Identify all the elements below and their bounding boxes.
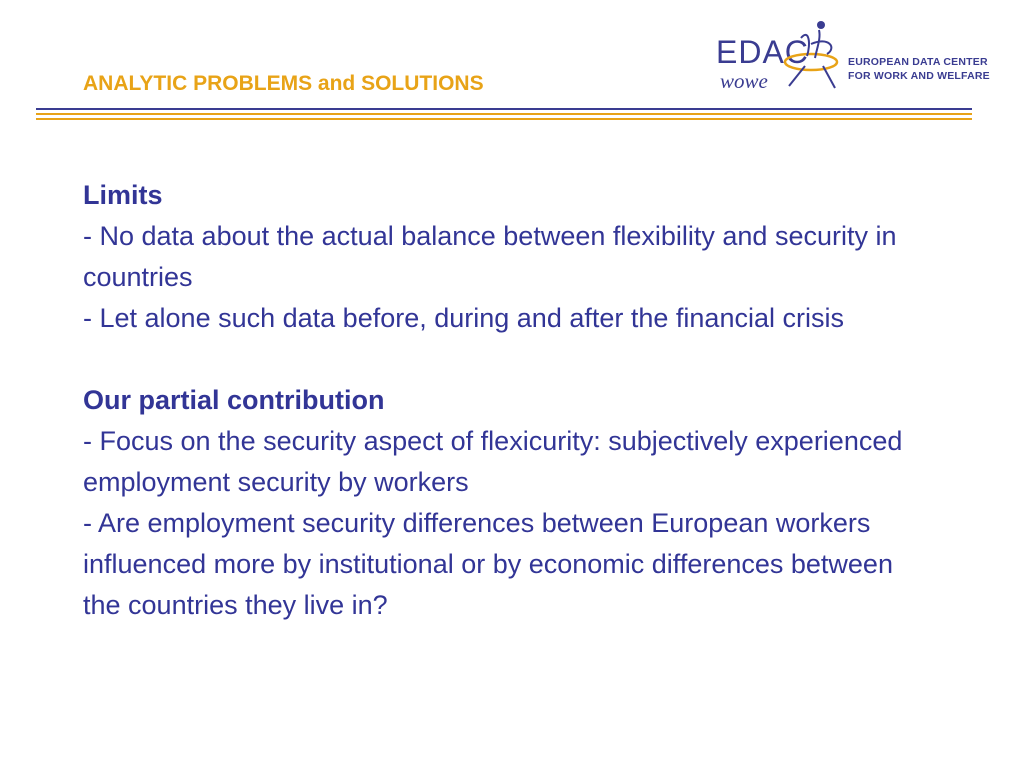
bullet-item: - Let alone such data before, during and after the financial crisis [83,303,844,333]
section-heading-limits: Limits [83,180,163,210]
bullet-item: - Focus on the security aspect of flexicurity: subjectively experienced employment security by workers [83,426,918,497]
edac-logo [716,14,990,104]
slide-body [83,175,918,626]
rule-blue [36,108,972,110]
bullet-item: - Are employment security differences between European workers influenced more by institutional or by economic differences between the countries they live in? [83,508,901,620]
header-rules [36,108,972,123]
slide-title: ANALYTIC PROBLEMS and SOLUTIONS [83,72,484,95]
bullet-item: - No data about the actual balance between flexibility and security in countries [83,221,905,292]
logo-figure-icon [771,14,851,104]
rule-gold-1 [36,113,972,115]
rule-gold-2 [36,118,972,120]
logo-name-line2: FOR WORK AND WELFARE [848,70,990,82]
logo-name-line1: EUROPEAN DATA CENTER [848,56,988,68]
logo-wowe-text: wowe [720,69,768,93]
section-gap [83,339,903,380]
logo-edac-text: EDAC [716,34,809,70]
section-heading-contribution: Our partial contribution [83,385,385,415]
